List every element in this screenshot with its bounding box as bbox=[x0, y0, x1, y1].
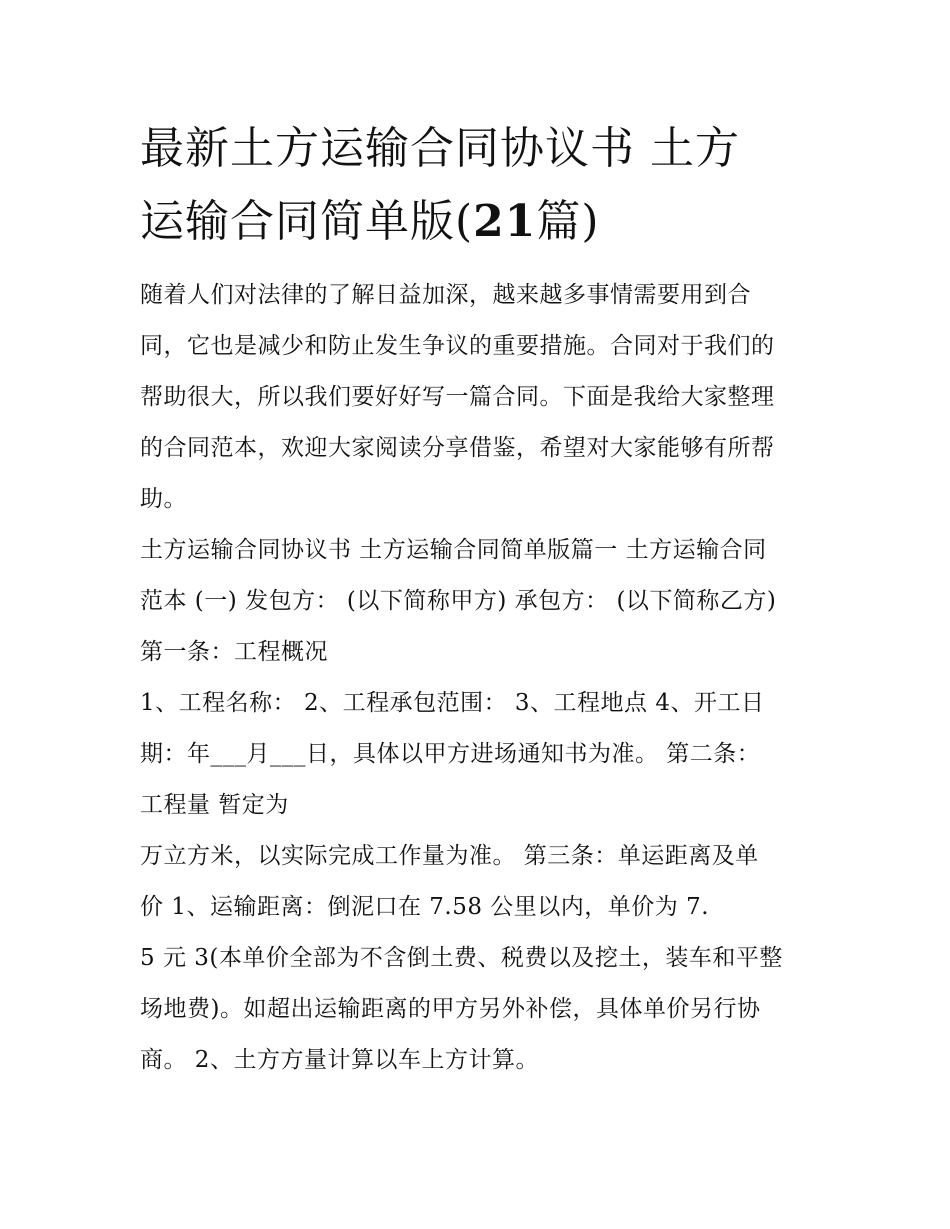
document-content bbox=[140, 112, 820, 1086]
intro-line: 帮助很大，所以我们要好好写一篇合同。下面是我给大家整理 bbox=[140, 384, 775, 410]
body-line: 1、工程名称： 2、工程承包范围： 3、工程地点 4、开工日 bbox=[140, 690, 765, 716]
intro-line: 助。 bbox=[140, 486, 187, 512]
body-line: 万立方米，以实际完成工作量为准。 第三条：单运距离及单 bbox=[140, 843, 759, 869]
body-line: 场地费)。如超出运输距离的甲方另外补偿，具体单价另行协 bbox=[140, 996, 761, 1022]
intro-line: 的合同范本，欢迎大家阅读分享借鉴，希望对大家能够有所帮 bbox=[140, 435, 775, 461]
intro-line: 随着人们对法律的了解日益加深，越来越多事情需要用到合 bbox=[140, 282, 751, 308]
title-line-2-suffix: 篇) bbox=[536, 196, 600, 247]
contract-body bbox=[140, 525, 820, 1086]
body-line: 5 元 3(本单价全部为不含倒土费、税费以及挖土，装车和平整 bbox=[140, 945, 783, 971]
body-line: 土方运输合同协议书 土方运输合同简单版篇一 土方运输合同 bbox=[140, 537, 767, 563]
body-line: 商。 2、土方方量计算以车上方计算。 bbox=[140, 1047, 539, 1073]
body-line: 第一条：工程概况 bbox=[140, 639, 328, 665]
body-line: 期：年___月___日，具体以甲方进场通知书为准。 第二条： bbox=[140, 741, 761, 767]
document-title bbox=[140, 112, 820, 258]
title-line-1: 最新土方运输合同协议书 土方 bbox=[140, 123, 740, 174]
body-line: 工程量 暂定为 bbox=[140, 792, 289, 818]
title-line-2-prefix: 运输合同简单版( bbox=[140, 196, 474, 247]
intro-line: 同，它也是减少和防止发生争议的重要措施。合同对于我们的 bbox=[140, 333, 775, 359]
body-line: 范本 (一) 发包方： (以下简称甲方) 承包方： (以下简称乙方) bbox=[140, 588, 777, 614]
title-line-2-number: 21 bbox=[473, 196, 537, 247]
body-line: 价 1、运输距离：倒泥口在 7.58 公里以内，单价为 7. bbox=[140, 894, 710, 920]
intro-paragraph bbox=[140, 270, 820, 525]
